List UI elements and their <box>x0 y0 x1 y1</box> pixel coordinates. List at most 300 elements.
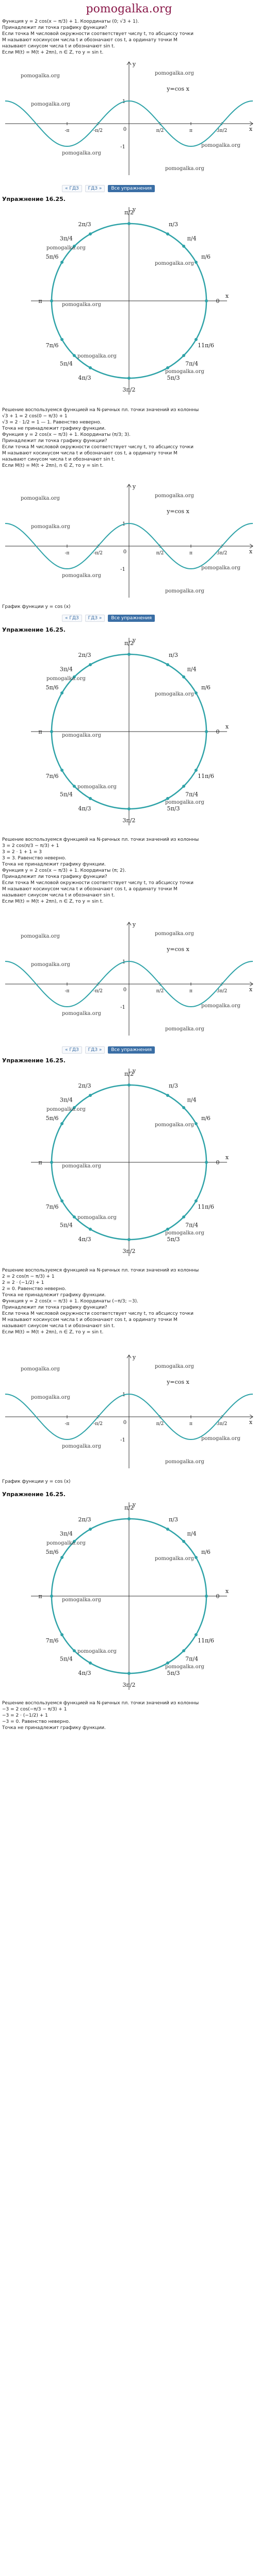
watermark: pomogalka.org <box>77 1649 117 1654</box>
angle-label: π/2 <box>124 1071 134 1077</box>
unit-circle <box>0 1498 258 1694</box>
watermark: pomogalka.org <box>46 1540 86 1546</box>
circle-point <box>89 1228 92 1231</box>
y-axis-label: y <box>132 1501 136 1508</box>
watermark: pomogalka.org <box>155 691 194 697</box>
circle-point <box>195 769 198 772</box>
origin-label: 0 <box>123 549 127 555</box>
text-line: График функции y = cos (x) <box>2 604 71 609</box>
angle-label: 2π/3 <box>78 1082 91 1090</box>
text-line: √3 = 2 · 1/2 = 1 — 1. Равенство неверно. <box>2 420 102 425</box>
angle-label: 3π/4 <box>59 1096 73 1104</box>
x-tick-label: π <box>189 128 192 133</box>
section-4 <box>0 1055 258 1065</box>
unit-circle-svg <box>0 634 258 829</box>
watermark: pomogalka.org <box>62 1597 101 1603</box>
angle-label: π/4 <box>187 666 197 673</box>
circle-point <box>89 232 92 235</box>
text-line: Если точка M числовой окружности соответствует числу t, то абсциссу точки <box>2 31 194 37</box>
curve-label: y=cos x <box>167 946 189 953</box>
text-line: Если M(t) = M(t + 2πn), n ∈ Z, то y = sin t. <box>2 463 104 468</box>
graph-caption <box>0 1479 258 1485</box>
section-4-text <box>0 1267 258 1335</box>
x-tick-label: -π/2 <box>93 551 103 556</box>
watermark: pomogalka.org <box>155 493 194 499</box>
circle-point <box>195 1122 198 1125</box>
all-exercises-button[interactable]: Все упражнения <box>108 185 155 192</box>
site-brand[interactable]: pomogalka.org <box>86 2 172 15</box>
graph-caption <box>0 604 258 610</box>
exercise-nav <box>0 1045 258 1055</box>
x-tick-label: 3π/2 <box>216 128 228 133</box>
circle-point <box>195 1556 198 1559</box>
y-axis-label: y <box>132 206 136 213</box>
angle-label: π/2 <box>124 209 134 216</box>
text-line: 2 = 2 · (−1/2) + 1 <box>2 1280 44 1285</box>
watermark: pomogalka.org <box>201 1436 240 1442</box>
angle-label: 3π/4 <box>59 1530 73 1537</box>
exercise-title: Упражнение 16.25. <box>2 1491 66 1498</box>
y-axis-label: y <box>132 637 136 643</box>
cos-graph-svg <box>0 917 258 1041</box>
circle-point <box>127 1517 131 1520</box>
circle-point <box>205 1595 208 1598</box>
cos-graph <box>0 917 258 1041</box>
angle-label: π/3 <box>169 652 178 659</box>
section-5 <box>0 1489 258 1499</box>
angle-label: 5π/4 <box>59 360 73 367</box>
text-line: M называют косинусом числа t и обозначают cos t, а ординату точки M <box>2 38 178 43</box>
circle-point <box>127 1083 131 1087</box>
unit-circle <box>0 203 258 399</box>
angle-label: π <box>38 728 42 735</box>
angle-label: π/6 <box>201 1115 211 1122</box>
x-tick-label: 3π/2 <box>216 551 228 556</box>
x-tick-label: π <box>189 1421 192 1427</box>
watermark: pomogalka.org <box>62 1444 101 1449</box>
exercise-nav <box>0 613 258 623</box>
angle-label: 5π/4 <box>59 791 73 798</box>
text-line: Точка не принадлежит графику функции. <box>2 426 106 431</box>
circle-point <box>195 338 198 341</box>
watermark: pomogalka.org <box>201 565 240 571</box>
x-tick-label: -π <box>64 128 70 133</box>
unit-circle <box>0 634 258 829</box>
x-tick-label: π/2 <box>156 128 164 133</box>
watermark: pomogalka.org <box>62 573 101 579</box>
exercise-title: Упражнение 16.25. <box>2 196 66 202</box>
watermark: pomogalka.org <box>62 1163 101 1169</box>
angle-label: π/3 <box>169 221 178 228</box>
cos-graph <box>0 57 258 180</box>
y-tick-label: -1 <box>120 1005 125 1010</box>
x-tick-label: π/2 <box>156 1421 164 1427</box>
circle-point <box>60 1199 63 1202</box>
text-line: называют синусом числа t и обозначают sin t. <box>2 893 115 898</box>
text-line: Функция y = 2 cos(x − π/3) + 1. Координаты (−π/3; −3). <box>2 1299 139 1304</box>
circle-point <box>73 354 76 357</box>
text-line: Если M(t) = M(t + 2πn), n ∈ Z, то y = sin t. <box>2 50 104 55</box>
text-line: 3 = 2 · 1 + 1 = 3 <box>2 850 42 855</box>
circle-point <box>166 232 169 235</box>
exercise-title: Упражнение 16.25. <box>2 626 66 633</box>
angle-label: 3π/2 <box>122 817 136 824</box>
exercise-title: Упражнение 16.25. <box>2 1057 66 1064</box>
text-line: M называют косинусом числа t и обозначают cos t, а ординату точки M <box>2 887 178 892</box>
section-2-text <box>0 407 258 469</box>
angle-label: 5π/6 <box>45 1549 59 1555</box>
circle-point <box>60 769 63 772</box>
watermark: pomogalka.org <box>77 784 117 790</box>
angle-label: 5π/4 <box>59 1655 73 1663</box>
watermark: pomogalka.org <box>21 73 60 79</box>
watermark: pomogalka.org <box>155 1364 194 1369</box>
circle-point <box>60 261 63 264</box>
angle-label: 7π/6 <box>45 1204 59 1210</box>
cos-graph-svg <box>0 479 258 603</box>
angle-label: π/4 <box>187 235 197 242</box>
text-line: −3 = 0. Равенство неверно. <box>2 1719 70 1724</box>
circle-point <box>182 785 185 788</box>
prev-exercise-button[interactable]: « ГДЗ <box>62 615 82 622</box>
all-exercises-button[interactable]: Все упражнения <box>108 615 155 622</box>
text-line: Функция y = 2 cos(x − π/3) + 1. Координаты (0; √3 + 1). <box>2 19 139 24</box>
x-axis-label: x <box>225 293 229 299</box>
angle-label: π <box>38 1593 42 1600</box>
angle-label: 11π/6 <box>197 773 214 779</box>
circle-point <box>166 663 169 666</box>
y-tick-label: -1 <box>120 1437 125 1443</box>
circle-point <box>182 354 185 357</box>
text-line: Решение воспользуемся функцией на N-ричных пл. точки значений из колонны <box>2 1268 199 1273</box>
angle-label: 4π/3 <box>78 1235 91 1243</box>
text-line: Если M(t) = M(t + 2πn), n ∈ Z, то y = sin t. <box>2 899 104 904</box>
angle-label: 5π/6 <box>45 253 59 260</box>
x-tick-label: π/2 <box>156 989 164 994</box>
angle-label: 2π/3 <box>78 221 91 228</box>
text-line: Принадлежит ли точка графику функции? <box>2 25 107 30</box>
angle-label: 5π/3 <box>167 1235 180 1243</box>
watermark: pomogalka.org <box>155 71 194 76</box>
watermark: pomogalka.org <box>165 369 204 375</box>
all-exercises-button[interactable]: Все упражнения <box>108 1046 155 1054</box>
y-axis-label: y <box>132 1354 136 1361</box>
y-tick-label: 1 <box>122 959 126 965</box>
next-exercise-button[interactable]: ГДЗ » <box>85 615 105 622</box>
y-tick-label: -1 <box>120 567 125 572</box>
watermark: pomogalka.org <box>165 588 204 594</box>
watermark: pomogalka.org <box>165 1230 204 1236</box>
unit-circle-svg <box>0 1498 258 1694</box>
watermark: pomogalka.org <box>62 1011 101 1016</box>
x-axis-label: x <box>249 986 253 993</box>
circle-point <box>205 730 208 733</box>
angle-label: 4π/3 <box>78 1669 91 1676</box>
watermark: pomogalka.org <box>62 150 101 156</box>
angle-label: 3π/2 <box>122 386 136 393</box>
circle-point <box>195 261 198 264</box>
angle-label: 3π/2 <box>122 1682 136 1688</box>
circle-point <box>60 691 63 694</box>
x-tick-label: π <box>189 989 192 994</box>
text-line: называют синусом числа t и обозначают sin t. <box>2 44 115 49</box>
watermark: pomogalka.org <box>165 166 204 172</box>
angle-label: 7π/4 <box>185 1222 199 1229</box>
circle-point <box>182 1540 185 1543</box>
watermark: pomogalka.org <box>21 1366 60 1372</box>
text-line: Принадлежит ли точка графику функции? <box>2 874 107 879</box>
circle-point <box>89 663 92 666</box>
text-line: Решение воспользуемся функцией на N-ричных пл. точки значений из колонны <box>2 837 199 842</box>
angle-label: 0 <box>216 298 220 304</box>
angle-label: 5π/4 <box>59 1222 73 1229</box>
origin-label: 0 <box>123 1420 127 1426</box>
x-tick-label: -π <box>64 1421 70 1427</box>
origin-label: 0 <box>123 987 127 993</box>
angle-label: 11π/6 <box>197 1637 214 1644</box>
text-line: Если точка M числовой окружности соответствует числу t, то абсциссу точки <box>2 1311 194 1316</box>
y-axis-label: y <box>132 921 136 928</box>
toolbar <box>0 1045 258 1055</box>
text-line: √3 + 1 = 2 cos(0 − π/3) + 1 <box>2 414 68 419</box>
cos-graph <box>0 1350 258 1473</box>
circle-point <box>89 1094 92 1097</box>
curve-label: y=cos x <box>167 508 189 515</box>
watermark: pomogalka.org <box>165 1664 204 1670</box>
circle-point <box>50 1161 53 1164</box>
x-axis-label: x <box>225 1154 229 1161</box>
section-3-text <box>0 837 258 905</box>
watermark: pomogalka.org <box>77 1215 117 1221</box>
x-axis-label: x <box>225 1588 229 1595</box>
watermark: pomogalka.org <box>165 1459 204 1465</box>
circle-point <box>205 1161 208 1164</box>
watermark: pomogalka.org <box>165 800 204 805</box>
angle-label: 0 <box>216 1159 220 1166</box>
circle-point <box>73 1649 76 1652</box>
next-exercise-button[interactable]: ГДЗ » <box>85 185 105 192</box>
circle-point <box>195 691 198 694</box>
angle-label: π/4 <box>187 1530 197 1537</box>
x-tick-label: π/2 <box>156 551 164 556</box>
angle-label: 7π/4 <box>185 360 199 367</box>
angle-label: π/3 <box>169 1516 178 1523</box>
angle-label: 4π/3 <box>78 805 91 812</box>
angle-label: π/4 <box>187 1096 197 1104</box>
x-tick-label: 3π/2 <box>216 989 228 994</box>
circle-point <box>166 1094 169 1097</box>
watermark: pomogalka.org <box>62 733 101 738</box>
text-line: Точка не принадлежит графику функции. <box>2 1725 106 1731</box>
x-axis-label: x <box>225 723 229 730</box>
angle-label: 7π/6 <box>45 342 59 349</box>
y-tick-label: 1 <box>122 521 126 527</box>
angle-label: 5π/3 <box>167 1669 180 1676</box>
circle-point <box>182 1106 185 1109</box>
angle-label: 0 <box>216 728 220 735</box>
circle-point <box>50 299 53 302</box>
text-line: Решение воспользуемся функцией на N-ричных пл. точки значений из колонны <box>2 1701 199 1706</box>
angle-label: 7π/4 <box>185 1655 199 1663</box>
unit-circle-svg <box>0 203 258 399</box>
angle-label: π/6 <box>201 684 211 691</box>
watermark: pomogalka.org <box>201 143 240 148</box>
watermark: pomogalka.org <box>21 934 60 939</box>
x-tick-label: -π/2 <box>93 1421 103 1427</box>
angle-label: π <box>38 298 42 304</box>
watermark: pomogalka.org <box>165 1026 204 1032</box>
section-5-text <box>0 1700 258 1731</box>
angle-label: 3π/4 <box>59 235 73 242</box>
angle-label: 11π/6 <box>197 1204 214 1210</box>
circle-point <box>60 1633 63 1636</box>
circle-point <box>73 785 76 788</box>
circle-point <box>127 807 131 810</box>
watermark: pomogalka.org <box>62 302 101 308</box>
watermark: pomogalka.org <box>155 931 194 937</box>
section-1-text <box>0 19 258 56</box>
y-axis-label: y <box>132 483 136 490</box>
watermark: pomogalka.org <box>201 1003 240 1009</box>
circle-point <box>127 653 131 656</box>
prev-exercise-button[interactable]: « ГДЗ <box>62 185 82 192</box>
text-line: Если точка M числовой окружности соответствует числу t, то абсциссу точки <box>2 880 194 886</box>
text-line: Точка не принадлежит графику функции. <box>2 1293 106 1298</box>
circle-point <box>89 797 92 800</box>
site-header <box>0 0 258 18</box>
prev-exercise-button[interactable]: « ГДЗ <box>62 1046 82 1054</box>
toolbar <box>0 613 258 623</box>
x-axis-label: x <box>249 126 253 132</box>
text-line: −3 = 2 cos(−π/3 − π/3) + 1 <box>2 1707 67 1712</box>
angle-label: 2π/3 <box>78 652 91 659</box>
y-tick-label: 1 <box>122 99 126 105</box>
circle-point <box>60 1556 63 1559</box>
watermark: pomogalka.org <box>155 261 194 266</box>
section-2 <box>0 194 258 204</box>
section-3 <box>0 624 258 634</box>
text-line: Функция y = 2 cos(x − π/3) + 1. Координаты (π/3; 3). <box>2 432 131 437</box>
next-exercise-button[interactable]: ГДЗ » <box>85 1046 105 1054</box>
text-line: называют синусом числа t и обозначают sin t. <box>2 1324 115 1329</box>
y-axis-label: y <box>132 1067 136 1074</box>
watermark: pomogalka.org <box>31 101 70 107</box>
circle-point <box>127 1672 131 1675</box>
cos-graph-svg <box>0 1350 258 1473</box>
x-tick-label: -π <box>64 551 70 556</box>
text-line: Точка не принадлежит графику функции. <box>2 862 106 867</box>
circle-point <box>127 222 131 225</box>
x-tick-label: π <box>189 551 192 556</box>
toolbar <box>0 183 258 194</box>
angle-label: π <box>38 1159 42 1166</box>
circle-point <box>195 1199 198 1202</box>
cos-graph <box>0 479 258 603</box>
x-tick-label: -π <box>64 989 70 994</box>
angle-label: π/2 <box>124 640 134 647</box>
angle-label: 7π/6 <box>45 773 59 779</box>
angle-label: 7π/6 <box>45 1637 59 1644</box>
angle-label: 5π/3 <box>167 374 180 381</box>
text-line: 2 = 2 cos(π − π/3) + 1 <box>2 1274 55 1279</box>
x-axis-label: x <box>249 548 253 555</box>
y-tick-label: 1 <box>122 1392 126 1398</box>
angle-label: 11π/6 <box>197 342 214 349</box>
text-line: Если M(t) = M(t + 2πn), n ∈ Z, то y = sin t. <box>2 1330 104 1335</box>
unit-circle-svg <box>0 1064 258 1260</box>
angle-label: 3π/2 <box>122 1248 136 1255</box>
watermark: pomogalka.org <box>46 676 86 682</box>
text-line: 3 = 3. Равенство неверно. <box>2 856 67 861</box>
watermark: pomogalka.org <box>46 1107 86 1112</box>
x-tick-label: 3π/2 <box>216 1421 228 1427</box>
text-line: Функция y = 2 cos(x − π/3) + 1. Координаты (π; 2). <box>2 868 126 873</box>
circle-point <box>195 1633 198 1636</box>
angle-label: π/2 <box>124 1504 134 1511</box>
curve-label: y=cos x <box>167 1379 189 1385</box>
circle-point <box>89 1528 92 1531</box>
x-axis-label: x <box>249 1419 253 1426</box>
angle-label: 5π/3 <box>167 805 180 812</box>
y-axis-label: y <box>132 61 136 67</box>
circle-point <box>50 1595 53 1598</box>
angle-label: 5π/6 <box>45 684 59 691</box>
text-line: 3 = 2 cos(π/3 − π/3) + 1 <box>2 843 59 849</box>
text-line: M называют косинусом числа t и обозначают cos t, а ординату точки M <box>2 451 178 456</box>
circle-point <box>205 299 208 302</box>
circle-point <box>50 730 53 733</box>
circle-point <box>182 675 185 679</box>
circle-point <box>127 1238 131 1241</box>
watermark: pomogalka.org <box>21 496 60 501</box>
angle-label: 2π/3 <box>78 1516 91 1523</box>
text-line: M называют косинусом числа t и обозначают cos t, а ординату точки M <box>2 1317 178 1323</box>
watermark: pomogalka.org <box>31 1395 70 1400</box>
angle-label: π/3 <box>169 1082 178 1090</box>
watermark: pomogalka.org <box>155 1122 194 1128</box>
unit-circle <box>0 1064 258 1260</box>
text-line: −3 = 2 · (−1/2) + 1 <box>2 1713 48 1718</box>
circle-point <box>60 338 63 341</box>
circle-point <box>182 245 185 248</box>
watermark: pomogalka.org <box>155 1556 194 1562</box>
angle-label: π/6 <box>201 1549 211 1555</box>
y-tick-label: -1 <box>120 144 125 150</box>
angle-label: 3π/4 <box>59 666 73 673</box>
circle-point <box>182 1649 185 1652</box>
angle-label: 0 <box>216 1593 220 1600</box>
watermark: pomogalka.org <box>46 245 86 251</box>
origin-label: 0 <box>123 127 127 132</box>
circle-point <box>89 366 92 369</box>
text-line: 2 = 0. Равенство неверно. <box>2 1286 67 1292</box>
text-line: называют синусом числа t и обозначают sin t. <box>2 457 115 462</box>
section-1 <box>0 19 258 56</box>
circle-point <box>60 1122 63 1125</box>
angle-label: 7π/4 <box>185 791 199 798</box>
text-line: Принадлежит ли точка графику функции? <box>2 1305 107 1310</box>
circle-point <box>89 1662 92 1665</box>
x-tick-label: -π/2 <box>93 989 103 994</box>
watermark: pomogalka.org <box>31 524 70 530</box>
circle-point <box>73 1215 76 1218</box>
angle-label: 5π/6 <box>45 1115 59 1122</box>
angle-label: π/6 <box>201 253 211 260</box>
cos-graph-svg <box>0 57 258 180</box>
text-line: Если точка M числовой окружности соответствует числу t, то абсциссу точки <box>2 445 194 450</box>
exercise-nav <box>0 183 258 194</box>
circle-point <box>166 1528 169 1531</box>
